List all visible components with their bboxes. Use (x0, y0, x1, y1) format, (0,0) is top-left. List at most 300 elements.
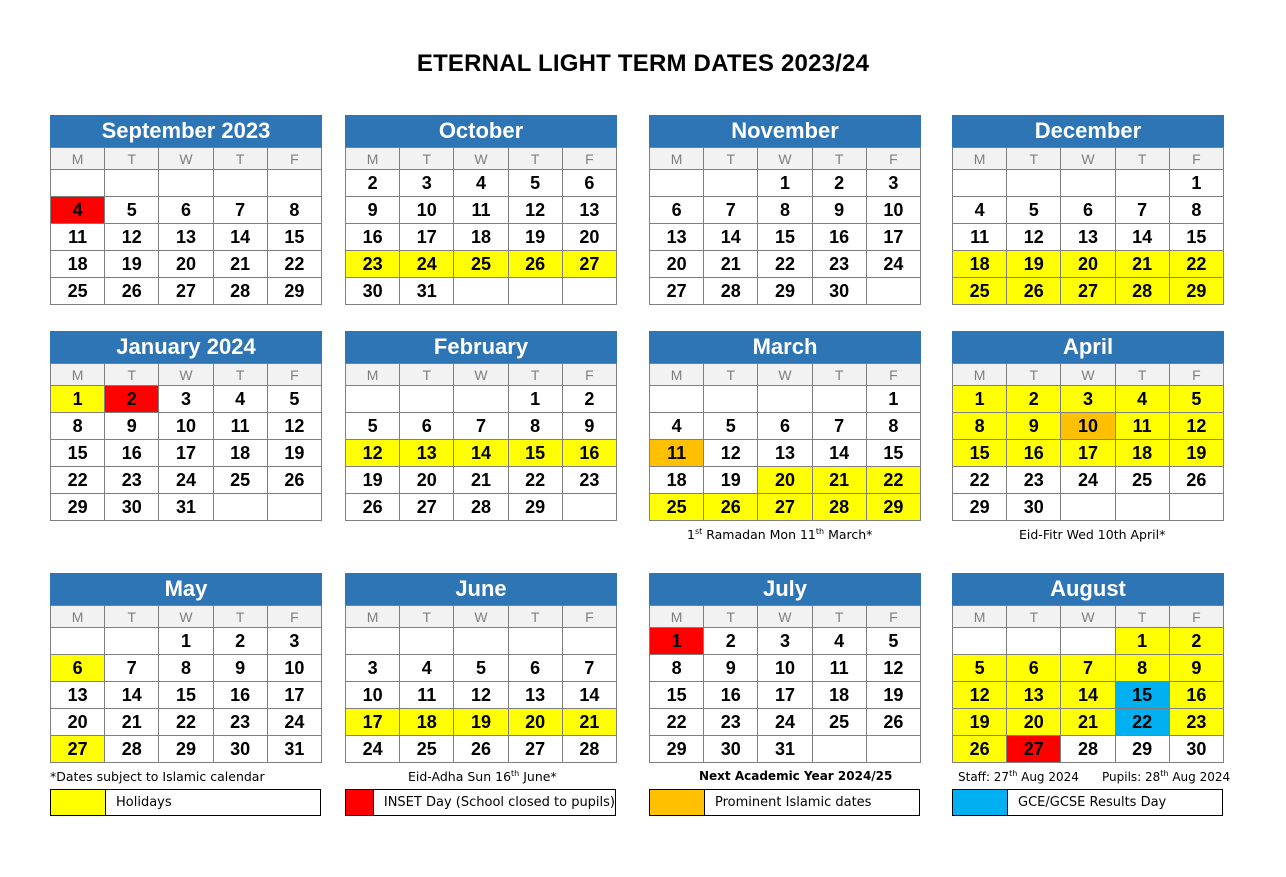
month-table (952, 363, 1224, 521)
week-row (51, 251, 322, 278)
day-cell: 15 (267, 224, 321, 251)
day-cell: 5 (346, 413, 400, 440)
week-row (650, 170, 921, 197)
month-calendar (345, 331, 617, 521)
week-row (346, 709, 617, 736)
islamic-calendar-note: *Dates subject to Islamic calendar (50, 769, 265, 784)
day-cell: 29 (650, 736, 704, 763)
day-cell: 26 (704, 494, 758, 521)
week-row (51, 224, 322, 251)
week-row (346, 682, 617, 709)
week-row (650, 386, 921, 413)
weekday-label: F (866, 364, 920, 386)
week-row (51, 628, 322, 655)
month-title: June (345, 573, 617, 605)
day-cell: 20 (562, 224, 616, 251)
month-table (649, 147, 921, 305)
day-cell: 29 (1169, 278, 1223, 305)
day-cell: 4 (400, 655, 454, 682)
day-cell: 27 (51, 736, 105, 763)
month-calendar (952, 115, 1224, 305)
day-cell: 18 (213, 440, 267, 467)
week-row (346, 413, 617, 440)
day-cell: 19 (953, 709, 1007, 736)
day-cell: 20 (758, 467, 812, 494)
day-cell: 17 (866, 224, 920, 251)
day-cell: 28 (213, 278, 267, 305)
weekday-row (51, 606, 322, 628)
weekday-label: W (159, 606, 213, 628)
day-cell: 7 (1061, 655, 1115, 682)
day-cell (812, 736, 866, 763)
day-cell: 31 (758, 736, 812, 763)
islamic-swatch (650, 790, 705, 815)
day-cell: 22 (51, 467, 105, 494)
month-title: August (952, 573, 1224, 605)
day-cell: 26 (346, 494, 400, 521)
day-cell: 22 (1169, 251, 1223, 278)
ramadan-note: 1st Ramadan Mon 11th March* (687, 527, 873, 543)
day-cell: 16 (562, 440, 616, 467)
day-cell: 1 (159, 628, 213, 655)
day-cell: 11 (650, 440, 704, 467)
day-cell (213, 170, 267, 197)
weekday-label: W (454, 606, 508, 628)
day-cell: 7 (704, 197, 758, 224)
day-cell (866, 278, 920, 305)
day-cell (346, 386, 400, 413)
day-cell: 9 (812, 197, 866, 224)
weekday-label: M (346, 364, 400, 386)
day-cell: 10 (346, 682, 400, 709)
day-cell: 9 (562, 413, 616, 440)
staff-start-note: Staff: 27th Aug 2024 (958, 769, 1079, 784)
week-row (346, 197, 617, 224)
day-cell: 12 (267, 413, 321, 440)
day-cell: 13 (400, 440, 454, 467)
day-cell: 21 (1115, 251, 1169, 278)
month-title: September 2023 (50, 115, 322, 147)
day-cell: 19 (866, 682, 920, 709)
day-cell (704, 170, 758, 197)
day-cell: 29 (953, 494, 1007, 521)
day-cell: 13 (1061, 224, 1115, 251)
weekday-label: F (1169, 148, 1223, 170)
day-cell: 5 (105, 197, 159, 224)
day-cell: 24 (267, 709, 321, 736)
weekday-label: T (704, 148, 758, 170)
day-cell: 15 (758, 224, 812, 251)
week-row (346, 467, 617, 494)
day-cell: 11 (400, 682, 454, 709)
weekday-label: T (812, 606, 866, 628)
day-cell: 4 (812, 628, 866, 655)
day-cell (159, 170, 213, 197)
day-cell: 28 (704, 278, 758, 305)
week-row (953, 736, 1224, 763)
day-cell: 19 (1007, 251, 1061, 278)
weekday-label: T (213, 364, 267, 386)
day-cell: 8 (866, 413, 920, 440)
weekday-label: M (51, 148, 105, 170)
day-cell: 2 (1007, 386, 1061, 413)
day-cell: 3 (267, 628, 321, 655)
day-cell: 20 (159, 251, 213, 278)
day-cell (400, 628, 454, 655)
day-cell (1061, 494, 1115, 521)
week-row (51, 440, 322, 467)
day-cell: 2 (105, 386, 159, 413)
day-cell (454, 278, 508, 305)
day-cell: 6 (650, 197, 704, 224)
day-cell: 29 (267, 278, 321, 305)
day-cell: 13 (758, 440, 812, 467)
week-row (650, 628, 921, 655)
day-cell: 18 (1115, 440, 1169, 467)
day-cell: 25 (812, 709, 866, 736)
day-cell: 6 (400, 413, 454, 440)
month-table (649, 605, 921, 763)
day-cell (105, 170, 159, 197)
day-cell: 8 (508, 413, 562, 440)
day-cell: 25 (454, 251, 508, 278)
day-cell (650, 170, 704, 197)
weekday-label: T (1115, 364, 1169, 386)
legend-label: Holidays (116, 795, 172, 810)
month-calendar (50, 573, 322, 763)
legend-inset (345, 789, 616, 816)
day-cell (51, 170, 105, 197)
day-cell (953, 170, 1007, 197)
day-cell: 20 (1007, 709, 1061, 736)
day-cell: 26 (454, 736, 508, 763)
day-cell: 27 (562, 251, 616, 278)
day-cell: 21 (213, 251, 267, 278)
day-cell (1115, 170, 1169, 197)
day-cell: 6 (1061, 197, 1115, 224)
day-cell: 27 (758, 494, 812, 521)
weekday-label: T (105, 606, 159, 628)
weekday-label: T (812, 148, 866, 170)
day-cell: 28 (812, 494, 866, 521)
month-calendar (345, 115, 617, 305)
day-cell: 23 (1007, 467, 1061, 494)
week-row (51, 682, 322, 709)
weekday-row (953, 606, 1224, 628)
weekday-label: T (508, 148, 562, 170)
day-cell: 9 (346, 197, 400, 224)
day-cell: 2 (562, 386, 616, 413)
week-row (346, 736, 617, 763)
eid-fitr-note: Eid-Fitr Wed 10th April* (1019, 527, 1166, 542)
week-row (51, 413, 322, 440)
day-cell: 16 (346, 224, 400, 251)
day-cell: 17 (159, 440, 213, 467)
day-cell (953, 628, 1007, 655)
week-row (953, 278, 1224, 305)
day-cell: 23 (346, 251, 400, 278)
weekday-label: F (267, 364, 321, 386)
month-calendar (952, 573, 1224, 763)
month-table (952, 605, 1224, 763)
day-cell: 15 (953, 440, 1007, 467)
day-cell: 13 (1007, 682, 1061, 709)
weekday-label: M (953, 606, 1007, 628)
day-cell: 21 (812, 467, 866, 494)
day-cell: 22 (159, 709, 213, 736)
day-cell: 3 (346, 655, 400, 682)
day-cell (400, 386, 454, 413)
day-cell: 23 (562, 467, 616, 494)
day-cell: 19 (704, 467, 758, 494)
day-cell: 31 (159, 494, 213, 521)
day-cell: 14 (812, 440, 866, 467)
weekday-label: W (1061, 148, 1115, 170)
weekday-label: T (508, 606, 562, 628)
day-cell: 13 (650, 224, 704, 251)
day-cell: 26 (105, 278, 159, 305)
day-cell: 18 (953, 251, 1007, 278)
day-cell: 9 (1007, 413, 1061, 440)
week-row (51, 709, 322, 736)
weekday-label: T (1115, 148, 1169, 170)
day-cell (267, 494, 321, 521)
day-cell: 19 (267, 440, 321, 467)
weekday-label: T (213, 148, 267, 170)
week-row (51, 170, 322, 197)
day-cell: 8 (758, 197, 812, 224)
weekday-label: T (1115, 606, 1169, 628)
day-cell: 12 (1007, 224, 1061, 251)
day-cell: 26 (508, 251, 562, 278)
day-cell: 6 (562, 170, 616, 197)
month-table (50, 363, 322, 521)
week-row (51, 197, 322, 224)
weekday-label: T (1007, 606, 1061, 628)
day-cell: 15 (1115, 682, 1169, 709)
week-row (346, 628, 617, 655)
day-cell: 13 (159, 224, 213, 251)
day-cell: 30 (346, 278, 400, 305)
weekday-label: T (105, 148, 159, 170)
day-cell: 21 (562, 709, 616, 736)
day-cell: 26 (1007, 278, 1061, 305)
week-row (650, 278, 921, 305)
week-row (953, 170, 1224, 197)
weekday-label: W (159, 148, 213, 170)
week-row (51, 736, 322, 763)
week-row (953, 655, 1224, 682)
day-cell: 5 (1169, 386, 1223, 413)
week-row (650, 736, 921, 763)
day-cell: 8 (159, 655, 213, 682)
day-cell (105, 628, 159, 655)
week-row (51, 467, 322, 494)
day-cell: 19 (346, 467, 400, 494)
weekday-label: T (704, 364, 758, 386)
weekday-label: W (1061, 364, 1115, 386)
month-calendar (50, 115, 322, 305)
day-cell: 29 (51, 494, 105, 521)
day-cell: 6 (159, 197, 213, 224)
day-cell: 22 (650, 709, 704, 736)
day-cell (1169, 494, 1223, 521)
weekday-label: T (400, 606, 454, 628)
day-cell: 23 (812, 251, 866, 278)
day-cell: 21 (454, 467, 508, 494)
day-cell: 5 (704, 413, 758, 440)
day-cell: 25 (650, 494, 704, 521)
day-cell: 27 (650, 278, 704, 305)
weekday-label: T (213, 606, 267, 628)
day-cell: 27 (400, 494, 454, 521)
day-cell: 18 (812, 682, 866, 709)
day-cell: 7 (454, 413, 508, 440)
week-row (953, 386, 1224, 413)
day-cell: 4 (454, 170, 508, 197)
day-cell: 22 (267, 251, 321, 278)
legend-label: Prominent Islamic dates (715, 795, 872, 810)
day-cell: 9 (1169, 655, 1223, 682)
day-cell: 2 (1169, 628, 1223, 655)
month-title: January 2024 (50, 331, 322, 363)
day-cell: 29 (758, 278, 812, 305)
day-cell: 7 (213, 197, 267, 224)
day-cell: 29 (1115, 736, 1169, 763)
week-row (51, 655, 322, 682)
day-cell: 28 (454, 494, 508, 521)
weekday-label: T (508, 364, 562, 386)
weekday-label: F (562, 364, 616, 386)
week-row (650, 413, 921, 440)
weekday-label: T (812, 364, 866, 386)
day-cell: 1 (953, 386, 1007, 413)
day-cell (51, 628, 105, 655)
day-cell: 14 (562, 682, 616, 709)
day-cell: 7 (562, 655, 616, 682)
weekday-row (346, 364, 617, 386)
day-cell: 17 (400, 224, 454, 251)
day-cell: 22 (508, 467, 562, 494)
weekday-label: M (51, 364, 105, 386)
day-cell: 24 (758, 709, 812, 736)
day-cell: 15 (159, 682, 213, 709)
month-calendar (952, 331, 1224, 521)
results-swatch (953, 790, 1008, 815)
day-cell: 20 (650, 251, 704, 278)
day-cell: 19 (454, 709, 508, 736)
day-cell (650, 386, 704, 413)
month-title: March (649, 331, 921, 363)
weekday-label: W (159, 364, 213, 386)
week-row (650, 655, 921, 682)
month-table (345, 363, 617, 521)
day-cell: 30 (812, 278, 866, 305)
weekday-label: M (346, 606, 400, 628)
day-cell: 9 (704, 655, 758, 682)
day-cell: 14 (213, 224, 267, 251)
day-cell: 11 (51, 224, 105, 251)
day-cell: 14 (1115, 224, 1169, 251)
weekday-label: W (1061, 606, 1115, 628)
day-cell: 23 (213, 709, 267, 736)
day-cell: 8 (51, 413, 105, 440)
weekday-label: F (866, 148, 920, 170)
day-cell: 13 (51, 682, 105, 709)
day-cell: 26 (1169, 467, 1223, 494)
day-cell: 27 (508, 736, 562, 763)
day-cell: 7 (1115, 197, 1169, 224)
day-cell: 30 (105, 494, 159, 521)
legend-islamic (649, 789, 920, 816)
day-cell: 24 (400, 251, 454, 278)
weekday-label: T (400, 148, 454, 170)
day-cell (1115, 494, 1169, 521)
day-cell: 17 (758, 682, 812, 709)
day-cell: 12 (704, 440, 758, 467)
day-cell: 23 (105, 467, 159, 494)
day-cell: 4 (213, 386, 267, 413)
month-calendar (649, 115, 921, 305)
day-cell: 3 (866, 170, 920, 197)
day-cell: 25 (400, 736, 454, 763)
weekday-row (51, 364, 322, 386)
day-cell: 1 (866, 386, 920, 413)
day-cell: 20 (51, 709, 105, 736)
day-cell: 10 (400, 197, 454, 224)
month-title: July (649, 573, 921, 605)
day-cell: 28 (562, 736, 616, 763)
day-cell: 5 (866, 628, 920, 655)
day-cell: 11 (454, 197, 508, 224)
weekday-label: W (454, 148, 508, 170)
legend-label: INSET Day (School closed to pupils) (383, 795, 615, 810)
week-row (953, 413, 1224, 440)
day-cell (267, 170, 321, 197)
day-cell: 13 (508, 682, 562, 709)
day-cell: 4 (650, 413, 704, 440)
weekday-label: T (400, 364, 454, 386)
day-cell: 2 (213, 628, 267, 655)
weekday-label: M (953, 364, 1007, 386)
day-cell: 5 (953, 655, 1007, 682)
day-cell: 11 (213, 413, 267, 440)
week-row (953, 682, 1224, 709)
day-cell: 17 (346, 709, 400, 736)
day-cell: 24 (346, 736, 400, 763)
weekday-label: F (866, 606, 920, 628)
month-title: April (952, 331, 1224, 363)
month-calendar (649, 573, 921, 763)
day-cell (562, 278, 616, 305)
day-cell: 22 (1115, 709, 1169, 736)
day-cell: 11 (812, 655, 866, 682)
day-cell: 20 (1061, 251, 1115, 278)
day-cell: 26 (953, 736, 1007, 763)
weekday-label: W (758, 606, 812, 628)
day-cell: 1 (508, 386, 562, 413)
day-cell: 10 (267, 655, 321, 682)
day-cell: 7 (812, 413, 866, 440)
weekday-label: F (1169, 606, 1223, 628)
day-cell: 3 (159, 386, 213, 413)
day-cell: 4 (51, 197, 105, 224)
weekday-label: T (105, 364, 159, 386)
week-row (650, 224, 921, 251)
day-cell: 25 (51, 278, 105, 305)
month-title: October (345, 115, 617, 147)
day-cell: 24 (159, 467, 213, 494)
